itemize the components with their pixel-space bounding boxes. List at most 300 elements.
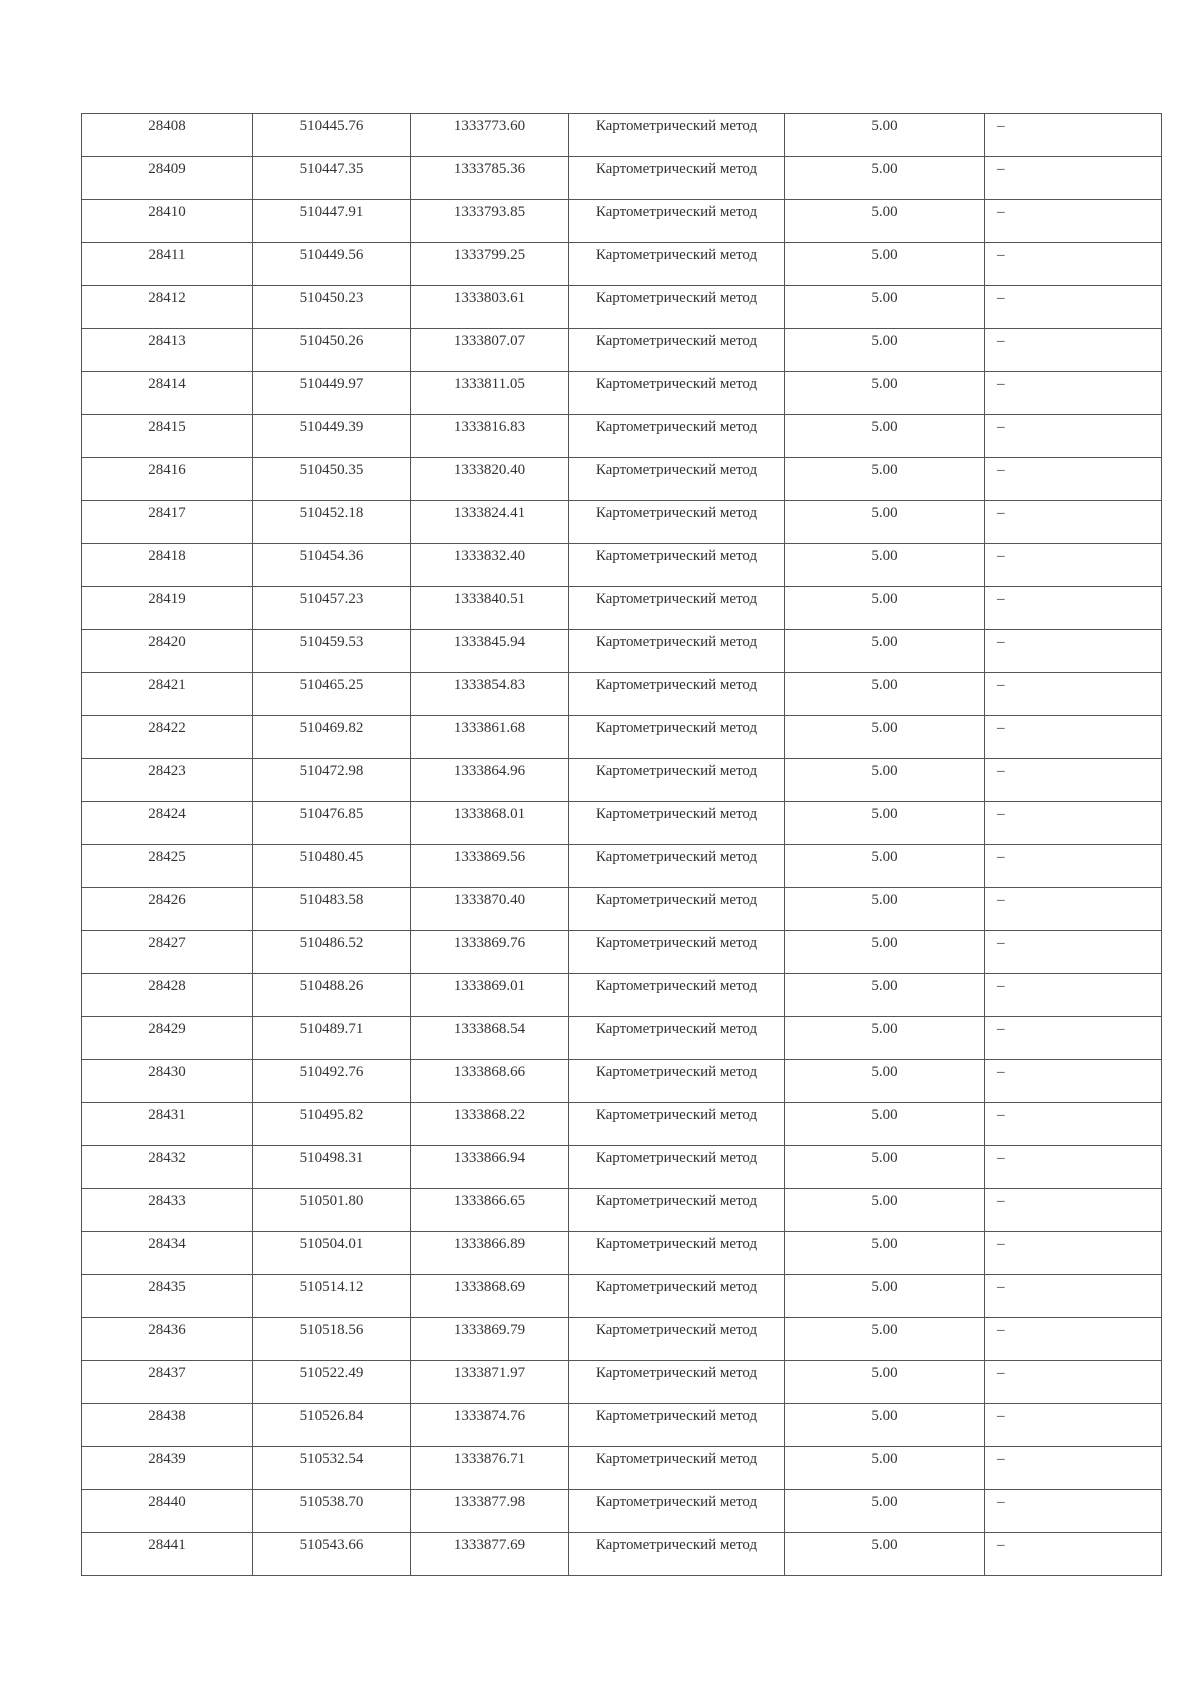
- y-coordinate-cell: [411, 458, 569, 501]
- y-coordinate-cell: [411, 1146, 569, 1189]
- x-coordinate-cell: [253, 845, 411, 888]
- coordinates-table: [81, 113, 1162, 1576]
- point-number-cell: [82, 759, 253, 802]
- x-coordinate-text: 510488.26: [299, 978, 364, 994]
- x-coordinate-cell: [253, 1361, 411, 1404]
- description-text: –: [997, 1021, 1005, 1037]
- table-row: [82, 501, 1162, 544]
- table-row: [82, 1447, 1162, 1490]
- point-number-cell: [82, 372, 253, 415]
- table-row: [82, 1275, 1162, 1318]
- method-text: Картометрический метод: [595, 118, 758, 134]
- accuracy-text: 5.00: [871, 634, 898, 650]
- description-cell: [985, 544, 1162, 587]
- description-cell: [985, 1361, 1162, 1404]
- description-cell: [985, 1103, 1162, 1146]
- accuracy-cell: [785, 501, 985, 544]
- y-coordinate-cell: [411, 1017, 569, 1060]
- y-coordinate-cell: [411, 1404, 569, 1447]
- point-number-text: 28417: [148, 505, 186, 521]
- x-coordinate-cell: [253, 458, 411, 501]
- accuracy-cell: [785, 1189, 985, 1232]
- point-number-text: 28431: [148, 1107, 186, 1123]
- x-coordinate-text: 510532.54: [299, 1451, 364, 1467]
- description-cell: [985, 716, 1162, 759]
- method-text: Картометрический метод: [595, 1322, 758, 1338]
- method-text: Картометрический метод: [595, 1279, 758, 1295]
- accuracy-cell: [785, 1447, 985, 1490]
- method-text: Картометрический метод: [595, 1064, 758, 1080]
- description-text: –: [997, 1236, 1005, 1252]
- method-text: Картометрический метод: [595, 1408, 758, 1424]
- table-row: [82, 1232, 1162, 1275]
- description-cell: [985, 1447, 1162, 1490]
- method-text: Картометрический метод: [595, 849, 758, 865]
- table-row: [82, 1017, 1162, 1060]
- point-number-text: 28418: [148, 548, 186, 564]
- method-text: Картометрический метод: [595, 806, 758, 822]
- x-coordinate-text: 510469.82: [299, 720, 364, 736]
- accuracy-cell: [785, 1017, 985, 1060]
- method-cell: [569, 157, 785, 200]
- accuracy-text: 5.00: [871, 290, 898, 306]
- y-coordinate-text: 1333874.76: [453, 1408, 526, 1424]
- accuracy-text: 5.00: [871, 720, 898, 736]
- point-number-cell: [82, 458, 253, 501]
- point-number-text: 28430: [148, 1064, 186, 1080]
- method-cell: [569, 931, 785, 974]
- point-number-text: 28425: [148, 849, 186, 865]
- accuracy-text: 5.00: [871, 1279, 898, 1295]
- x-coordinate-text: 510538.70: [299, 1494, 364, 1510]
- description-cell: [985, 114, 1162, 157]
- description-text: –: [997, 247, 1005, 263]
- description-text: –: [997, 806, 1005, 822]
- y-coordinate-text: 1333799.25: [453, 247, 526, 263]
- x-coordinate-cell: [253, 372, 411, 415]
- description-cell: [985, 243, 1162, 286]
- table-row: [82, 243, 1162, 286]
- x-coordinate-text: 510459.53: [299, 634, 364, 650]
- x-coordinate-cell: [253, 630, 411, 673]
- method-cell: [569, 200, 785, 243]
- table-row: [82, 716, 1162, 759]
- accuracy-text: 5.00: [871, 1365, 898, 1381]
- accuracy-cell: [785, 1404, 985, 1447]
- description-text: –: [997, 462, 1005, 478]
- description-cell: [985, 673, 1162, 716]
- table-row: [82, 974, 1162, 1017]
- description-text: –: [997, 935, 1005, 951]
- description-cell: [985, 888, 1162, 931]
- y-coordinate-text: 1333868.66: [453, 1064, 526, 1080]
- description-text: –: [997, 1193, 1005, 1209]
- point-number-text: 28422: [148, 720, 186, 736]
- description-text: –: [997, 763, 1005, 779]
- description-cell: [985, 845, 1162, 888]
- method-text: Картометрический метод: [595, 1451, 758, 1467]
- description-text: –: [997, 118, 1005, 134]
- point-number-text: 28420: [148, 634, 186, 650]
- x-coordinate-cell: [253, 243, 411, 286]
- y-coordinate-text: 1333816.83: [453, 419, 526, 435]
- x-coordinate-cell: [253, 1060, 411, 1103]
- table-row: [82, 1103, 1162, 1146]
- y-coordinate-cell: [411, 974, 569, 1017]
- method-cell: [569, 286, 785, 329]
- accuracy-cell: [785, 673, 985, 716]
- description-cell: [985, 1533, 1162, 1576]
- method-cell: [569, 1490, 785, 1533]
- method-cell: [569, 243, 785, 286]
- method-text: Картометрический метод: [595, 892, 758, 908]
- y-coordinate-text: 1333854.83: [453, 677, 526, 693]
- method-cell: [569, 802, 785, 845]
- accuracy-cell: [785, 1275, 985, 1318]
- description-cell: [985, 587, 1162, 630]
- point-number-text: 28427: [148, 935, 186, 951]
- description-cell: [985, 802, 1162, 845]
- point-number-cell: [82, 1275, 253, 1318]
- point-number-cell: [82, 1490, 253, 1533]
- accuracy-cell: [785, 759, 985, 802]
- accuracy-cell: [785, 1533, 985, 1576]
- method-cell: [569, 587, 785, 630]
- table-row: [82, 1189, 1162, 1232]
- y-coordinate-text: 1333785.36: [453, 161, 526, 177]
- x-coordinate-cell: [253, 587, 411, 630]
- description-text: –: [997, 1365, 1005, 1381]
- x-coordinate-cell: [253, 286, 411, 329]
- y-coordinate-text: 1333877.98: [453, 1494, 526, 1510]
- y-coordinate-cell: [411, 114, 569, 157]
- method-text: Картометрический метод: [595, 1236, 758, 1252]
- x-coordinate-cell: [253, 673, 411, 716]
- point-number-cell: [82, 1361, 253, 1404]
- point-number-cell: [82, 329, 253, 372]
- point-number-cell: [82, 1103, 253, 1146]
- y-coordinate-cell: [411, 243, 569, 286]
- x-coordinate-cell: [253, 329, 411, 372]
- x-coordinate-text: 510486.52: [299, 935, 364, 951]
- x-coordinate-text: 510450.35: [299, 462, 364, 478]
- x-coordinate-cell: [253, 931, 411, 974]
- point-number-text: 28437: [148, 1365, 186, 1381]
- y-coordinate-cell: [411, 1447, 569, 1490]
- point-number-cell: [82, 544, 253, 587]
- description-cell: [985, 1318, 1162, 1361]
- description-text: –: [997, 505, 1005, 521]
- y-coordinate-text: 1333866.94: [453, 1150, 526, 1166]
- accuracy-cell: [785, 1490, 985, 1533]
- x-coordinate-text: 510518.56: [299, 1322, 364, 1338]
- accuracy-cell: [785, 716, 985, 759]
- description-cell: [985, 372, 1162, 415]
- point-number-text: 28409: [148, 161, 186, 177]
- method-text: Картометрический метод: [595, 591, 758, 607]
- method-text: Картометрический метод: [595, 204, 758, 220]
- table-row: [82, 200, 1162, 243]
- x-coordinate-cell: [253, 1490, 411, 1533]
- accuracy-cell: [785, 587, 985, 630]
- table-body: [82, 114, 1162, 1576]
- accuracy-text: 5.00: [871, 806, 898, 822]
- point-number-cell: [82, 673, 253, 716]
- accuracy-text: 5.00: [871, 1537, 898, 1553]
- method-cell: [569, 114, 785, 157]
- y-coordinate-text: 1333866.89: [453, 1236, 526, 1252]
- table-row: [82, 415, 1162, 458]
- coordinates-table-container: [81, 113, 1162, 1576]
- method-text: Картометрический метод: [595, 548, 758, 564]
- y-coordinate-text: 1333840.51: [453, 591, 526, 607]
- y-coordinate-cell: [411, 673, 569, 716]
- description-text: –: [997, 720, 1005, 736]
- method-cell: [569, 329, 785, 372]
- description-text: –: [997, 290, 1005, 306]
- accuracy-text: 5.00: [871, 935, 898, 951]
- method-text: Картометрический метод: [595, 333, 758, 349]
- accuracy-text: 5.00: [871, 1322, 898, 1338]
- point-number-text: 28415: [148, 419, 186, 435]
- method-cell: [569, 415, 785, 458]
- method-text: Картометрический метод: [595, 978, 758, 994]
- y-coordinate-cell: [411, 372, 569, 415]
- x-coordinate-text: 510449.39: [299, 419, 364, 435]
- x-coordinate-cell: [253, 1275, 411, 1318]
- point-number-text: 28424: [148, 806, 186, 822]
- description-text: –: [997, 1408, 1005, 1424]
- x-coordinate-text: 510476.85: [299, 806, 364, 822]
- description-cell: [985, 157, 1162, 200]
- point-number-cell: [82, 243, 253, 286]
- description-cell: [985, 200, 1162, 243]
- accuracy-text: 5.00: [871, 548, 898, 564]
- method-text: Картометрический метод: [595, 462, 758, 478]
- description-cell: [985, 458, 1162, 501]
- description-text: –: [997, 978, 1005, 994]
- x-coordinate-text: 510449.56: [299, 247, 364, 263]
- description-text: –: [997, 333, 1005, 349]
- accuracy-cell: [785, 630, 985, 673]
- y-coordinate-cell: [411, 888, 569, 931]
- y-coordinate-text: 1333864.96: [453, 763, 526, 779]
- point-number-cell: [82, 974, 253, 1017]
- y-coordinate-text: 1333773.60: [453, 118, 526, 134]
- x-coordinate-text: 510526.84: [299, 1408, 364, 1424]
- y-coordinate-text: 1333811.05: [454, 376, 525, 392]
- point-number-cell: [82, 630, 253, 673]
- table-row: [82, 1404, 1162, 1447]
- x-coordinate-cell: [253, 716, 411, 759]
- method-text: Картометрический метод: [595, 1494, 758, 1510]
- description-text: –: [997, 204, 1005, 220]
- method-text: Картометрический метод: [595, 720, 758, 736]
- y-coordinate-text: 1333870.40: [453, 892, 526, 908]
- point-number-cell: [82, 114, 253, 157]
- accuracy-text: 5.00: [871, 763, 898, 779]
- accuracy-text: 5.00: [871, 118, 898, 134]
- point-number-cell: [82, 716, 253, 759]
- point-number-text: 28423: [148, 763, 186, 779]
- description-cell: [985, 759, 1162, 802]
- description-text: –: [997, 1537, 1005, 1553]
- x-coordinate-cell: [253, 157, 411, 200]
- description-cell: [985, 286, 1162, 329]
- x-coordinate-text: 510447.91: [299, 204, 364, 220]
- point-number-text: 28433: [148, 1193, 186, 1209]
- description-cell: [985, 1017, 1162, 1060]
- y-coordinate-text: 1333868.22: [453, 1107, 526, 1123]
- y-coordinate-text: 1333820.40: [453, 462, 526, 478]
- x-coordinate-text: 510498.31: [299, 1150, 364, 1166]
- method-cell: [569, 372, 785, 415]
- description-cell: [985, 974, 1162, 1017]
- y-coordinate-text: 1333869.79: [453, 1322, 526, 1338]
- accuracy-text: 5.00: [871, 1107, 898, 1123]
- accuracy-text: 5.00: [871, 1021, 898, 1037]
- method-cell: [569, 673, 785, 716]
- x-coordinate-cell: [253, 501, 411, 544]
- method-cell: [569, 1447, 785, 1490]
- method-text: Картометрический метод: [595, 290, 758, 306]
- y-coordinate-cell: [411, 286, 569, 329]
- accuracy-cell: [785, 544, 985, 587]
- method-text: Картометрический метод: [595, 376, 758, 392]
- y-coordinate-text: 1333868.54: [453, 1021, 526, 1037]
- point-number-cell: [82, 157, 253, 200]
- x-coordinate-text: 510465.25: [299, 677, 364, 693]
- point-number-text: 28436: [148, 1322, 186, 1338]
- y-coordinate-cell: [411, 630, 569, 673]
- method-text: Картометрический метод: [595, 763, 758, 779]
- accuracy-text: 5.00: [871, 591, 898, 607]
- description-text: –: [997, 849, 1005, 865]
- table-row: [82, 1361, 1162, 1404]
- y-coordinate-cell: [411, 415, 569, 458]
- x-coordinate-text: 510457.23: [299, 591, 364, 607]
- y-coordinate-cell: [411, 1318, 569, 1361]
- description-text: –: [997, 1064, 1005, 1080]
- method-cell: [569, 716, 785, 759]
- accuracy-cell: [785, 372, 985, 415]
- table-row: [82, 673, 1162, 716]
- description-text: –: [997, 1451, 1005, 1467]
- method-text: Картометрический метод: [595, 634, 758, 650]
- method-cell: [569, 630, 785, 673]
- point-number-text: 28428: [148, 978, 186, 994]
- x-coordinate-text: 510543.66: [299, 1537, 364, 1553]
- x-coordinate-text: 510522.49: [299, 1365, 364, 1381]
- point-number-cell: [82, 1017, 253, 1060]
- method-cell: [569, 1318, 785, 1361]
- point-number-text: 28429: [148, 1021, 186, 1037]
- y-coordinate-cell: [411, 329, 569, 372]
- method-text: Картометрический метод: [595, 419, 758, 435]
- y-coordinate-text: 1333866.65: [453, 1193, 526, 1209]
- point-number-cell: [82, 1060, 253, 1103]
- method-cell: [569, 759, 785, 802]
- point-number-cell: [82, 501, 253, 544]
- table-row: [82, 1318, 1162, 1361]
- y-coordinate-cell: [411, 1533, 569, 1576]
- y-coordinate-cell: [411, 759, 569, 802]
- description-cell: [985, 1060, 1162, 1103]
- method-text: Картометрический метод: [595, 935, 758, 951]
- accuracy-text: 5.00: [871, 1236, 898, 1252]
- accuracy-cell: [785, 114, 985, 157]
- description-cell: [985, 931, 1162, 974]
- y-coordinate-text: 1333869.01: [453, 978, 526, 994]
- y-coordinate-text: 1333845.94: [453, 634, 526, 650]
- x-coordinate-cell: [253, 1447, 411, 1490]
- table-row: [82, 888, 1162, 931]
- accuracy-cell: [785, 802, 985, 845]
- y-coordinate-cell: [411, 1060, 569, 1103]
- method-cell: [569, 888, 785, 931]
- description-text: –: [997, 1279, 1005, 1295]
- x-coordinate-cell: [253, 974, 411, 1017]
- accuracy-text: 5.00: [871, 1193, 898, 1209]
- accuracy-text: 5.00: [871, 677, 898, 693]
- y-coordinate-text: 1333803.61: [453, 290, 526, 306]
- accuracy-text: 5.00: [871, 1150, 898, 1166]
- x-coordinate-cell: [253, 1103, 411, 1146]
- accuracy-text: 5.00: [871, 849, 898, 865]
- y-coordinate-text: 1333871.97: [453, 1365, 526, 1381]
- description-text: –: [997, 419, 1005, 435]
- accuracy-cell: [785, 157, 985, 200]
- method-text: Картометрический метод: [595, 1150, 758, 1166]
- x-coordinate-text: 510454.36: [299, 548, 364, 564]
- description-text: –: [997, 677, 1005, 693]
- point-number-text: 28419: [148, 591, 186, 607]
- y-coordinate-cell: [411, 716, 569, 759]
- method-cell: [569, 1189, 785, 1232]
- method-cell: [569, 1232, 785, 1275]
- point-number-cell: [82, 1232, 253, 1275]
- point-number-text: 28414: [148, 376, 186, 392]
- table-row: [82, 630, 1162, 673]
- accuracy-text: 5.00: [871, 1408, 898, 1424]
- y-coordinate-cell: [411, 845, 569, 888]
- point-number-cell: [82, 200, 253, 243]
- point-number-cell: [82, 1447, 253, 1490]
- y-coordinate-cell: [411, 544, 569, 587]
- y-coordinate-cell: [411, 1361, 569, 1404]
- table-row: [82, 286, 1162, 329]
- method-text: Картометрический метод: [595, 1365, 758, 1381]
- point-number-text: 28410: [148, 204, 186, 220]
- y-coordinate-cell: [411, 802, 569, 845]
- y-coordinate-text: 1333832.40: [453, 548, 526, 564]
- x-coordinate-cell: [253, 1404, 411, 1447]
- y-coordinate-text: 1333868.01: [453, 806, 526, 822]
- x-coordinate-text: 510480.45: [299, 849, 364, 865]
- description-text: –: [997, 634, 1005, 650]
- y-coordinate-text: 1333877.69: [453, 1537, 526, 1553]
- method-cell: [569, 501, 785, 544]
- accuracy-text: 5.00: [871, 161, 898, 177]
- y-coordinate-cell: [411, 1275, 569, 1318]
- x-coordinate-text: 510472.98: [299, 763, 364, 779]
- method-cell: [569, 845, 785, 888]
- method-text: Картометрический метод: [595, 1021, 758, 1037]
- method-cell: [569, 1275, 785, 1318]
- method-cell: [569, 458, 785, 501]
- x-coordinate-text: 510445.76: [299, 118, 364, 134]
- y-coordinate-cell: [411, 931, 569, 974]
